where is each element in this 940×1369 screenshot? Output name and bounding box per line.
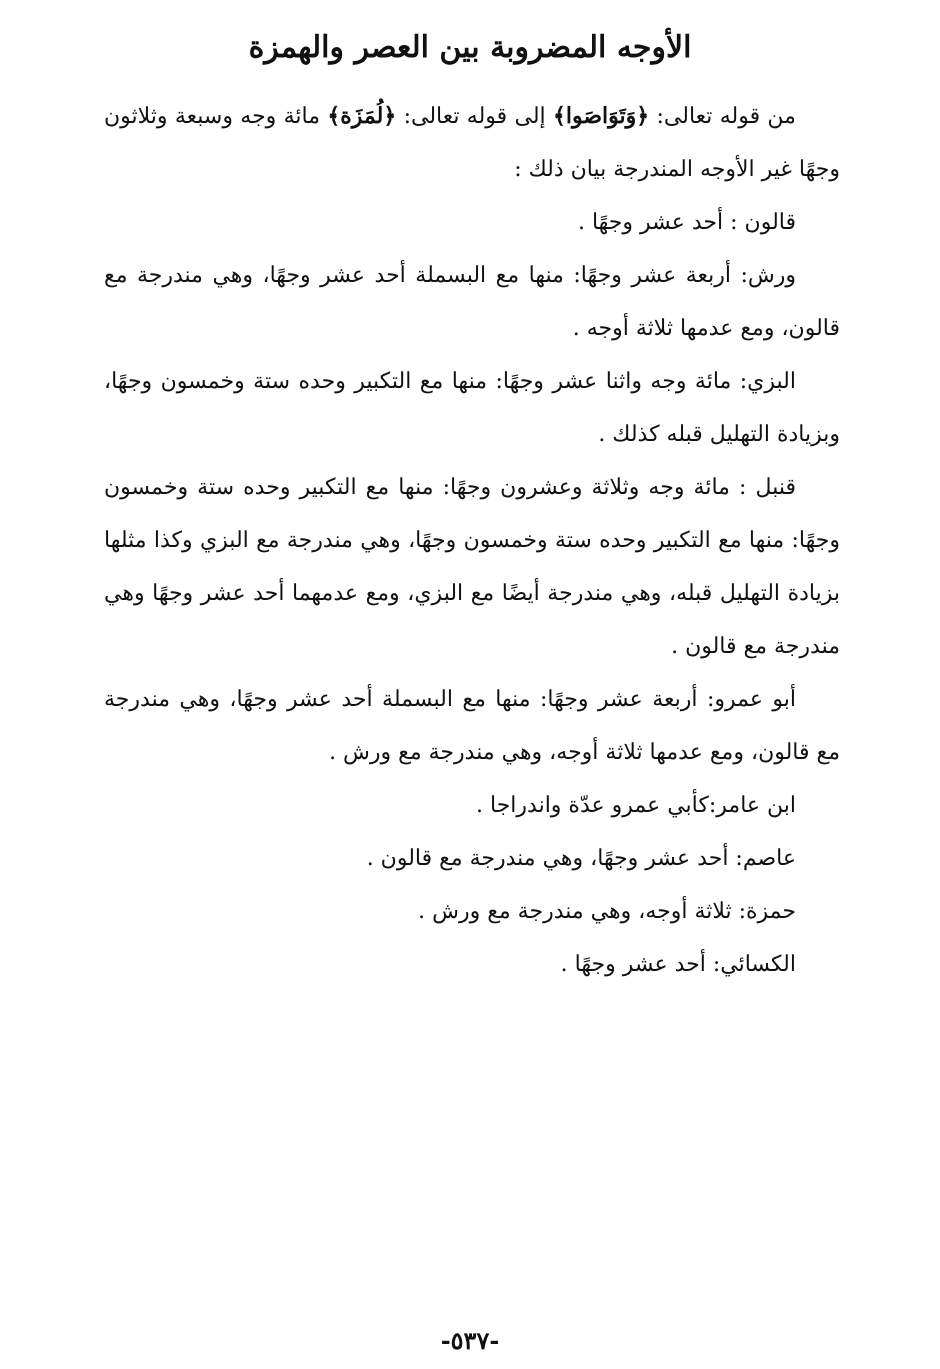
paragraph-abu-amr: أبو عمرو: أربعة عشر وجهًا: منها مع البسملة أحد عشر وجهًا، وهي مندرجة مع قالون، ومع عدمها ثلاثة أوجه، وهي مندرجة مع ورش . (104, 687, 840, 765)
body-text (104, 90, 840, 991)
paragraph-qunbul: قنبل : مائة وجه وثلاثة وعشرون وجهًا: منها مع التكبير وحده ستة وخمسون وجهًا: منها مع التكبير وحده ستة وخمسون وجهًا، وهي مندرجة مع البزي وكذا مثلها بزيادة التهليل قبله، وهي مندرجة أيضًا مع البزي، ومع عدمهما أحد عشر وجهًا وهي مندرجة مع قالون . (104, 475, 840, 659)
paragraph-ibn-amir: ابن عامر:كأبي عمرو عدّة واندراجا . (476, 793, 796, 818)
paragraph-kisai: الكسائي: أحد عشر وجهًا . (560, 952, 796, 977)
page-title: الأوجه المضروبة بين العصر والهمزة (248, 30, 692, 65)
paragraph-asim: عاصم: أحد عشر وجهًا، وهي مندرجة مع قالون . (366, 846, 796, 871)
paragraph-qalun: قالون : أحد عشر وجهًا . (577, 210, 796, 235)
paragraph-warsh: ورش: أربعة عشر وجهًا: منها مع البسملة أحد عشر وجهًا، وهي مندرجة مع قالون، ومع عدمها ثلاثة أوجه . (104, 263, 840, 341)
intro-text-part1: من قوله تعالى: (649, 104, 796, 129)
quran-verse-lumaza: ﴿لُمَزَة﴾ (327, 103, 397, 129)
intro-text-part3: مائة وجه وسبعة وثلاثون وجهًا غير الأوجه المندرجة بيان ذلك : (104, 104, 840, 182)
paragraph-bazzi: البزي: مائة وجه واثنا عشر وجهًا: منها مع التكبير وحده ستة وخمسون وجهًا، وبزيادة التهليل قبله كذلك . (104, 369, 840, 447)
page-number: -٥٣٧- (440, 1326, 500, 1355)
quran-verse-tawasaw: ﴿وَتَوَاصَوا﴾ (553, 103, 650, 129)
paragraph-hamza: حمزة: ثلاثة أوجه، وهي مندرجة مع ورش . (418, 899, 796, 924)
intro-text-part2: إلى قوله تعالى: (396, 104, 553, 129)
paragraph-intro (104, 90, 840, 196)
